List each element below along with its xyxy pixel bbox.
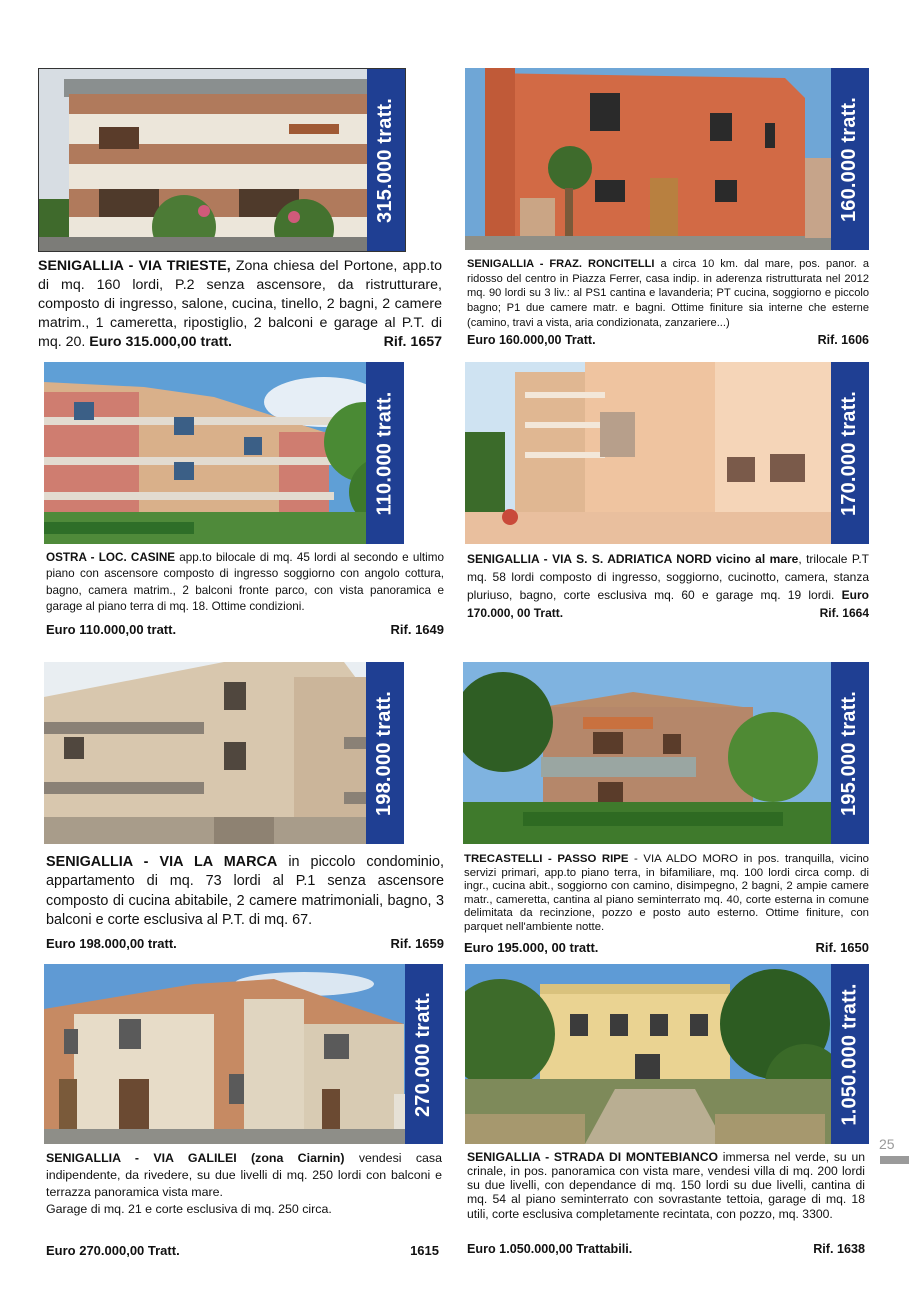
listing-description bbox=[464, 853, 869, 934]
listing-price: Euro 315.000,00 tratt. bbox=[89, 334, 232, 351]
listing-price: Euro 160.000,00 Tratt. bbox=[467, 333, 596, 347]
listing-description bbox=[467, 257, 869, 330]
listing-ref: Rif. 1664 bbox=[819, 606, 869, 620]
price-row bbox=[467, 1242, 865, 1256]
listing-ref: Rif. 1638 bbox=[813, 1242, 865, 1256]
listing-body: , trilocale P.T mq. 58 lordi composto di ingresso, soggiorno, cucinotto, camera, stanza pluriuso, bagno, corte esclusiva mq. 60 e garage mq. 19 lordi. bbox=[467, 552, 869, 602]
listing-ref: Rif. 1659 bbox=[390, 936, 444, 951]
listing-description bbox=[467, 550, 869, 622]
property-photo bbox=[44, 362, 404, 544]
price-badge: 170.000 tratt. bbox=[831, 362, 869, 544]
price-badge: 110.000 tratt. bbox=[366, 362, 404, 544]
price-row bbox=[467, 333, 869, 347]
listing-body: immersa nel verde, su un crinale, in pos. panoramica con vista mare, vendesi villa di mq. 200 lordi su due livelli, con dependance di mq. 150 lordi su due livelli, cantina di mq. 54 al piano seminterrato con sovrastante tettoia, garage di mq. 18 utili, corte esclusiva completamente recintata, con pozzo, mq. 3300. bbox=[467, 1150, 865, 1221]
price-badge: 315.000 tratt. bbox=[367, 69, 405, 251]
listing-heading: SENIGALLIA - VIA GALILEI (zona Ciarnin) bbox=[46, 1151, 345, 1165]
listing-description bbox=[38, 257, 442, 352]
price-row bbox=[464, 940, 869, 955]
listing-price: Euro 170.000, 00 Tratt. bbox=[467, 588, 869, 620]
listing-body: - VIA ALDO MORO in pos. tranquilla, vicino servizi primari, app.to piano terra, in bifamiliare, mq. 100 lordi circa comp. di ingr., cucina abit., soggiorno con camino, disimpegno, 2 bagni, 2 ampie camere matr., cameretta, cantina al piano seminterrato mq. 40, corte esterna in comune delimitata da recinzione, pozzo e posto auto esterno. Ottime finiture, con parquet nell'ambiente notte. bbox=[464, 853, 869, 933]
listing-price: Euro 110.000,00 tratt. bbox=[46, 622, 177, 637]
listing-heading: SENIGALLIA - FRAZ. RONCITELLI bbox=[467, 258, 655, 270]
listing-heading: SENIGALLIA - VIA S. S. ADRIATICA NORD vicino al mare bbox=[467, 552, 799, 566]
page-number: 25 bbox=[879, 1136, 895, 1152]
listing-heading: SENIGALLIA - VIA TRIESTE, bbox=[38, 258, 231, 274]
price-row bbox=[46, 1243, 439, 1258]
listing-price: Euro 195.000, 00 tratt. bbox=[464, 940, 599, 955]
listing-heading: OSTRA - LOC. CASINE bbox=[46, 551, 176, 564]
property-photo bbox=[465, 68, 869, 250]
listing-ref: 1615 bbox=[410, 1243, 439, 1258]
listing-body: a circa 10 km. dal mare, pos. panor. a ridosso del centro in Piazza Ferrer, casa indip. in aderenza ristrutturata nel 2012 mq. 90 lordi su 3 liv.: al PS1 cantina e lavanderia; PT cucina, soggiorno e piccolo bagno; P1 due camere matr. e bagni. Ottime finiture sia interne che esterne (camino, travi a vista, aria condizionata, zanzariere...) bbox=[467, 258, 869, 329]
price-badge: 160.000 tratt. bbox=[831, 68, 869, 250]
listing-heading: SENIGALLIA - VIA LA MARCA bbox=[46, 854, 278, 870]
price-badge: 1.050.000 tratt. bbox=[831, 964, 869, 1144]
listing-body: Zona chiesa del Portone, app.to di mq. 160 lordi, P.2 senza ascensore, da ristrutturare, composto di ingresso, salone, cucina, tinello, 2 bagni, 2 camere matrim., 1 cameretta, ripostiglio, 2 balconi e garage al P.T. di mq. 20. bbox=[38, 258, 442, 351]
price-badge: 198.000 tratt. bbox=[366, 662, 404, 844]
property-photo bbox=[463, 662, 869, 844]
price-badge: 270.000 tratt. bbox=[405, 964, 443, 1144]
listing-description bbox=[46, 550, 444, 616]
listing-description bbox=[467, 1150, 865, 1221]
property-photo bbox=[44, 964, 443, 1144]
price-row bbox=[46, 936, 444, 951]
price-badge: 195.000 tratt. bbox=[831, 662, 869, 844]
price-row bbox=[46, 622, 444, 637]
listing-price: Euro 270.000,00 Tratt. bbox=[46, 1243, 180, 1258]
listing-heading: SENIGALLIA - STRADA DI MONTEBIANCO bbox=[467, 1150, 718, 1164]
listing-body-extra: Garage di mq. 21 e corte esclusiva di mq. 250 circa. bbox=[46, 1201, 332, 1216]
page-marker-bar bbox=[880, 1156, 909, 1164]
listing-ref: Rif. 1657 bbox=[383, 334, 442, 351]
listing-ref: Rif. 1606 bbox=[817, 333, 869, 347]
listing-price: Euro 198.000,00 tratt. bbox=[46, 936, 177, 951]
listing-body: in piccolo condominio, appartamento di mq. 73 lordi al P.1 senza ascensore composto di cucina abitabile, 2 camere matrimoniali, bagno, 3 balconi e corte esclusiva al P.T. di mq. 67. bbox=[46, 854, 444, 928]
listing-body: app.to bilocale di mq. 45 lordi al secondo e ultimo piano con ascensore composto di ingresso soggiorno con angolo cottura, bagno, camera matrim., 2 balconi fronte parco, con vista panoramica e garage al piano terra di mq. 18. Ottime condizioni. bbox=[46, 551, 444, 614]
listing-body: vendesi casa indipendente, da rivedere, su due livelli di mq. 250 lordi con balconi e terrazza panoramica vista mare. bbox=[46, 1151, 443, 1199]
property-photo bbox=[465, 362, 869, 544]
listing-ref: Rif. 1650 bbox=[815, 940, 869, 955]
property-photo bbox=[465, 964, 869, 1144]
listing-heading: TRECASTELLI - PASSO RIPE bbox=[464, 853, 629, 865]
property-photo bbox=[44, 662, 404, 844]
listing-ref: Rif. 1649 bbox=[390, 622, 444, 637]
listing-description bbox=[46, 1150, 442, 1217]
property-photo bbox=[38, 68, 406, 252]
listing-price: Euro 1.050.000,00 Trattabili. bbox=[467, 1242, 633, 1256]
listing-description bbox=[46, 853, 444, 930]
